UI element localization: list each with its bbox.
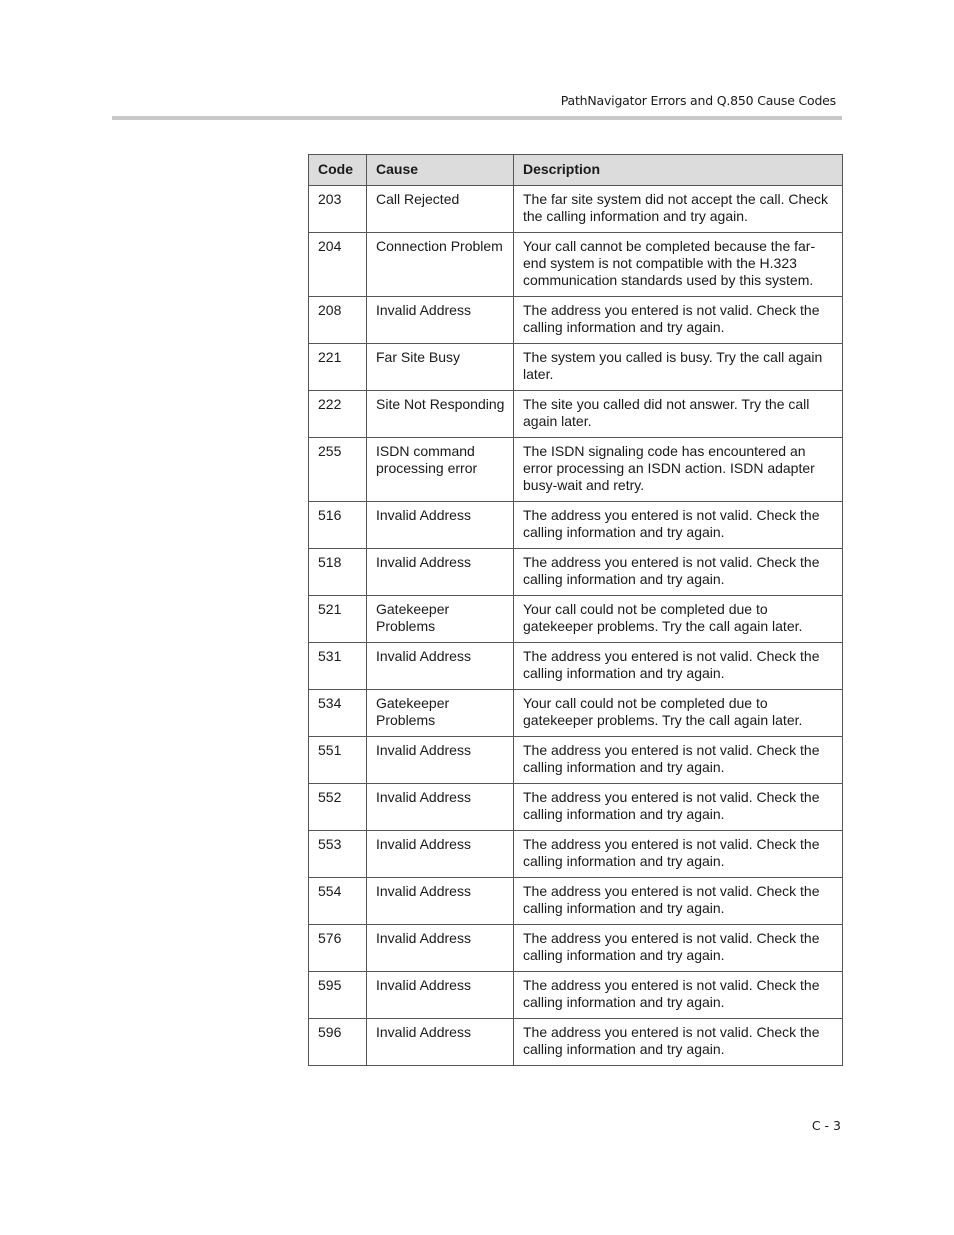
description-cell: The address you entered is not valid. Check the calling information and try again.: [514, 878, 843, 925]
code-cell: 596: [309, 1019, 367, 1066]
description-cell: The address you entered is not valid. Check the calling information and try again.: [514, 1019, 843, 1066]
cause-cell: Invalid Address: [367, 784, 514, 831]
code-cell: 551: [309, 737, 367, 784]
description-cell: The address you entered is not valid. Check the calling information and try again.: [514, 737, 843, 784]
table-row: [309, 878, 843, 925]
column-header-code: Code: [309, 155, 367, 186]
page-number: C - 3: [811, 1118, 841, 1133]
cause-cell: Site Not Responding: [367, 391, 514, 438]
cause-cell: Connection Problem: [367, 233, 514, 297]
description-cell: The address you entered is not valid. Check the calling information and try again.: [514, 925, 843, 972]
description-cell: The system you called is busy. Try the call again later.: [514, 344, 843, 391]
header-rule: [112, 116, 842, 120]
cause-cell: Invalid Address: [367, 1019, 514, 1066]
description-cell: Your call cannot be completed because the far-end system is not compatible with the H.323 communication standards used by this system.: [514, 233, 843, 297]
description-cell: The address you entered is not valid. Check the calling information and try again.: [514, 831, 843, 878]
table-row: [309, 737, 843, 784]
code-cell: 208: [309, 297, 367, 344]
table-header-row: [309, 155, 843, 186]
code-cell: 554: [309, 878, 367, 925]
description-cell: The address you entered is not valid. Check the calling information and try again.: [514, 549, 843, 596]
description-cell: The address you entered is not valid. Check the calling information and try again.: [514, 297, 843, 344]
code-cell: 222: [309, 391, 367, 438]
description-cell: The site you called did not answer. Try the call again later.: [514, 391, 843, 438]
table-row: [309, 831, 843, 878]
code-cell: 552: [309, 784, 367, 831]
table-row: [309, 643, 843, 690]
code-cell: 255: [309, 438, 367, 502]
cause-cell: Invalid Address: [367, 972, 514, 1019]
cause-cell: Invalid Address: [367, 643, 514, 690]
cause-codes-table: [308, 154, 843, 1066]
code-cell: 204: [309, 233, 367, 297]
table-row: [309, 925, 843, 972]
table-row: [309, 344, 843, 391]
cause-cell: ISDN command processing error: [367, 438, 514, 502]
table-body: [309, 186, 843, 1066]
description-cell: The address you entered is not valid. Check the calling information and try again.: [514, 502, 843, 549]
code-cell: 221: [309, 344, 367, 391]
cause-cell: Far Site Busy: [367, 344, 514, 391]
cause-cell: Invalid Address: [367, 878, 514, 925]
table-row: [309, 549, 843, 596]
code-cell: 576: [309, 925, 367, 972]
code-cell: 534: [309, 690, 367, 737]
table-row: [309, 1019, 843, 1066]
table-row: [309, 502, 843, 549]
description-cell: The ISDN signaling code has encountered an error processing an ISDN action. ISDN adapter busy-wait and retry.: [514, 438, 843, 502]
cause-cell: Gatekeeper Problems: [367, 690, 514, 737]
cause-cell: Invalid Address: [367, 502, 514, 549]
code-cell: 595: [309, 972, 367, 1019]
code-cell: 531: [309, 643, 367, 690]
description-cell: The address you entered is not valid. Check the calling information and try again.: [514, 643, 843, 690]
table-row: [309, 972, 843, 1019]
code-cell: 516: [309, 502, 367, 549]
column-header-cause: Cause: [367, 155, 514, 186]
description-cell: Your call could not be completed due to gatekeeper problems. Try the call again later.: [514, 690, 843, 737]
cause-cell: Invalid Address: [367, 737, 514, 784]
table-row: [309, 690, 843, 737]
running-header: PathNavigator Errors and Q.850 Cause Codes: [560, 93, 836, 108]
table-row: [309, 233, 843, 297]
cause-cell: Invalid Address: [367, 925, 514, 972]
table-row: [309, 438, 843, 502]
table-row: [309, 186, 843, 233]
cause-cell: Call Rejected: [367, 186, 514, 233]
code-cell: 518: [309, 549, 367, 596]
table-row: [309, 596, 843, 643]
cause-cell: Invalid Address: [367, 549, 514, 596]
description-cell: The address you entered is not valid. Check the calling information and try again.: [514, 972, 843, 1019]
cause-cell: Invalid Address: [367, 297, 514, 344]
cause-cell: Gatekeeper Problems: [367, 596, 514, 643]
code-cell: 203: [309, 186, 367, 233]
cause-cell: Invalid Address: [367, 831, 514, 878]
table-row: [309, 297, 843, 344]
code-cell: 553: [309, 831, 367, 878]
code-cell: 521: [309, 596, 367, 643]
table-row: [309, 391, 843, 438]
description-cell: The far site system did not accept the call. Check the calling information and try again.: [514, 186, 843, 233]
column-header-description: Description: [514, 155, 843, 186]
table-row: [309, 784, 843, 831]
description-cell: Your call could not be completed due to gatekeeper problems. Try the call again later.: [514, 596, 843, 643]
description-cell: The address you entered is not valid. Check the calling information and try again.: [514, 784, 843, 831]
